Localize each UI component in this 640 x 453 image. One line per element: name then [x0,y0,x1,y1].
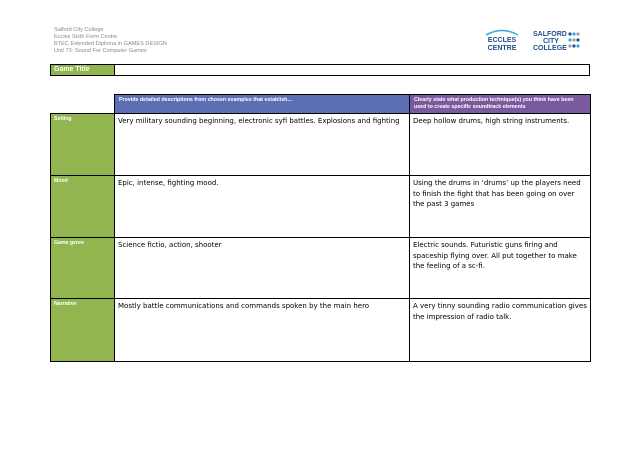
narrative-technique: A very tinny sounding radio communication gives the impression of radio talk. [410,299,591,362]
game-title-row [50,64,590,76]
mood-description: Epic, intense, fighting mood. [115,176,410,238]
header-line-course: BTEC Extended Diploma in GAMES DESIGN [54,41,167,47]
document-header [54,27,167,55]
svg-text:SALFORD: SALFORD [533,31,567,38]
table-row [51,299,591,362]
mood-technique: Using the drums in ‘drums’ up the players need to finish the fight that has been going on over the past 3 games [410,176,591,238]
row-label-game-genre: Game genre [51,238,115,299]
column-header-techniques: Clearly state what production technique(s) you think have been used to create specific soundtrack elements [410,95,591,114]
header-empty-cell [51,95,115,114]
setting-technique: Deep hollow drums, high string instruments. [410,114,591,176]
setting-description: Very military sounding beginning, electronic syfi battles. Explosions and fighting [115,114,410,176]
game-title-field[interactable] [115,65,589,75]
table-row [51,238,591,299]
svg-text:COLLEGE: COLLEGE [533,45,567,52]
table-row [51,176,591,238]
svg-text:CENTRE: CENTRE [487,45,517,52]
svg-text:CITY: CITY [543,38,559,45]
eccles-centre-logo [482,28,522,54]
game-title-label: Game Title [51,65,115,75]
sound-analysis-table [50,94,591,362]
game-genre-description: Science fictio, action, shooter [115,238,410,299]
salford-city-college-logo [533,27,583,53]
column-header-descriptions: Provide detailed descriptions from chosen examples that establish... [115,95,410,114]
table-row [51,114,591,176]
header-line-centre: Eccles Sixth Form Centre [54,34,118,40]
narrative-description: Mostly battle communications and commands spoken by the main hero [115,299,410,362]
row-label-setting: Setting [51,114,115,176]
row-label-mood: Mood [51,176,115,238]
table-header-row [51,95,591,114]
header-line-unit: Unit 73: Sound For Computer Games [54,48,147,54]
svg-text:ECCLES: ECCLES [487,37,517,44]
row-label-narrative: Narrative [51,299,115,362]
game-genre-technique: Electric sounds. Futuristic guns firing and spaceship flying over. All put together to make the feeling of a sc-fi. [410,238,591,299]
header-line-college: Salford City College [54,27,104,33]
